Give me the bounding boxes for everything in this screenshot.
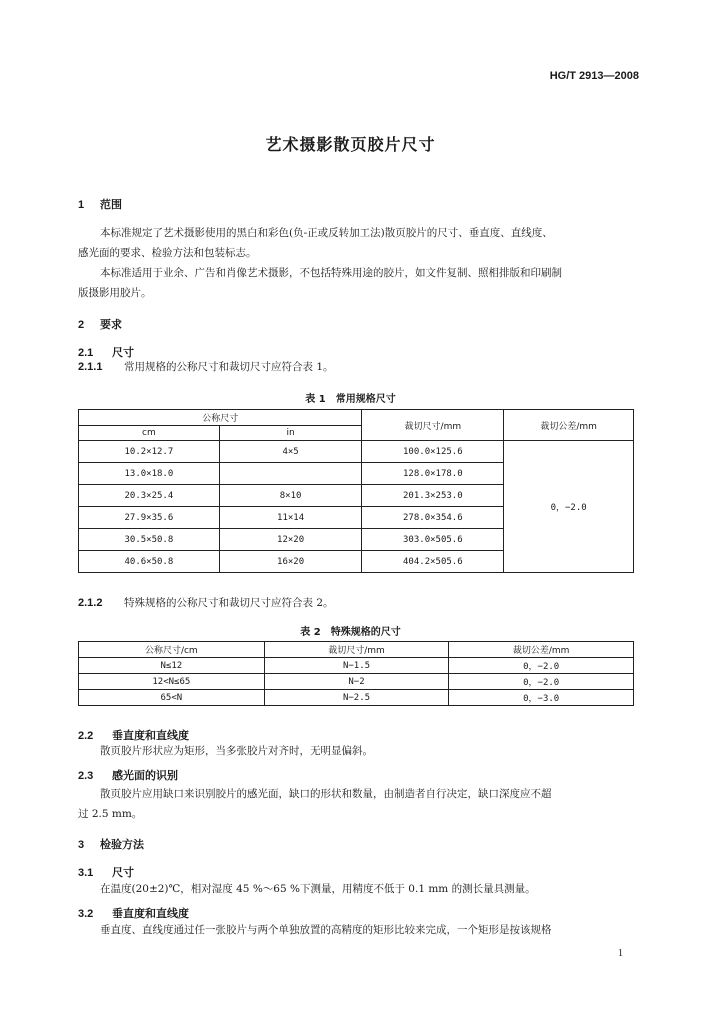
text-line: 过 2.5 mm。 xyxy=(78,808,143,820)
section-number: 3.1 xyxy=(78,867,94,879)
cell-cm: 20.3×25.4 xyxy=(79,485,220,507)
cell-in: 8×10 xyxy=(219,485,362,507)
cell-cut: N−2 xyxy=(264,674,449,690)
section-3-1-heading xyxy=(78,864,134,880)
section-title: 范围 xyxy=(100,198,122,211)
table-2-caption: 表 2 特殊规格的尺寸 xyxy=(300,627,401,638)
section-3-heading xyxy=(78,836,144,852)
cell-cut: N−1.5 xyxy=(264,658,449,674)
section-2-heading xyxy=(78,316,122,332)
cell-mm: 404.2×505.6 xyxy=(362,551,504,573)
cell-nominal: 12<N≤65 xyxy=(79,674,265,690)
cell-in: 11×14 xyxy=(219,507,362,529)
cell-cm: 40.6×50.8 xyxy=(79,551,220,573)
header-cm: cm xyxy=(79,426,220,441)
section-title: 检验方法 xyxy=(100,838,144,851)
cell-in: 4×5 xyxy=(219,441,362,463)
section-text: 特殊规格的公称尺寸和裁切尺寸应符合表 2。 xyxy=(124,597,334,609)
cell-cut: N−2.5 xyxy=(264,690,449,706)
section-number: 2 xyxy=(78,319,85,331)
section-number: 2.1.2 xyxy=(78,597,103,609)
section-text: 常用规格的公称尺寸和裁切尺寸应符合表 1。 xyxy=(124,361,334,373)
section-2-3-heading xyxy=(78,767,178,783)
cell-in xyxy=(219,463,362,485)
table-1-caption: 表 1 常用规格尺寸 xyxy=(305,394,396,405)
section-title: 感光面的识别 xyxy=(112,769,178,782)
section-number: 2.2 xyxy=(78,730,94,742)
section-number: 1 xyxy=(78,199,85,211)
text-line: 感光面的要求、检验方法和包装标志。 xyxy=(78,247,257,259)
section-number: 2.1 xyxy=(78,347,94,359)
section-title: 垂直度和直线度 xyxy=(112,907,189,920)
section-3-2-text xyxy=(78,920,552,940)
cell-mm: 201.3×253.0 xyxy=(362,485,504,507)
text-line: 本标准规定了艺术摄影使用的黑白和彩色(负-正或反转加工法)散页胶片的尺寸、垂直度、直线度、 xyxy=(100,227,553,239)
header-cut-size: 裁切尺寸/mm xyxy=(362,410,504,441)
text-line: 版摄影用胶片。 xyxy=(78,287,152,299)
cell-tolerance: 0，−2.0 xyxy=(504,441,634,573)
header-nominal: 公称尺寸 xyxy=(79,410,362,426)
cell-tolerance: 0，−2.0 xyxy=(449,674,634,690)
section-title: 要求 xyxy=(100,318,122,331)
cell-mm: 303.0×505.6 xyxy=(362,529,504,551)
table-1 xyxy=(78,409,634,573)
text-line: 垂直度、直线度通过任一张胶片与两个单独放置的高精度的矩形比较来完成，一个矩形是按该规格 xyxy=(100,924,552,936)
header-nominal: 公称尺寸/cm xyxy=(79,642,265,658)
table-row xyxy=(79,674,634,690)
cell-mm: 278.0×354.6 xyxy=(362,507,504,529)
table-row xyxy=(79,441,634,463)
section-title: 尺寸 xyxy=(112,346,134,359)
header-tolerance: 裁切公差/mm xyxy=(449,642,634,658)
section-2-1-1 xyxy=(78,359,334,375)
cell-in: 12×20 xyxy=(219,529,362,551)
section-3-1-text xyxy=(78,879,536,899)
section-number: 2.1.1 xyxy=(78,361,103,373)
header-cut-size: 裁切尺寸/mm xyxy=(264,642,449,658)
section-3-2-heading xyxy=(78,905,189,921)
cell-mm: 128.0×178.0 xyxy=(362,463,504,485)
cell-cm: 10.2×12.7 xyxy=(79,441,220,463)
header-tolerance: 裁切公差/mm xyxy=(504,410,634,441)
section-2-3-text xyxy=(78,784,552,824)
section-title: 垂直度和直线度 xyxy=(112,729,189,742)
cell-cm: 30.5×50.8 xyxy=(79,529,220,551)
section-2-2-text xyxy=(78,741,373,761)
cell-cm: 13.0×18.0 xyxy=(79,463,220,485)
document-title: 艺术摄影散页胶片尺寸 xyxy=(265,135,436,154)
cell-mm: 100.0×125.6 xyxy=(362,441,504,463)
cell-tolerance: 0，−2.0 xyxy=(449,658,634,674)
section-number: 2.3 xyxy=(78,770,94,782)
page-number: 1 xyxy=(618,948,623,959)
text-line: 散页胶片形状应为矩形，当多张胶片对齐时，无明显偏斜。 xyxy=(100,745,373,757)
standard-code: HG/T 2913—2008 xyxy=(549,70,639,82)
cell-nominal: N≤12 xyxy=(79,658,265,674)
header-in: in xyxy=(219,426,362,441)
cell-tolerance: 0，−3.0 xyxy=(449,690,634,706)
cell-in: 16×20 xyxy=(219,551,362,573)
paragraph-scope-1 xyxy=(78,223,553,263)
cell-nominal: 65<N xyxy=(79,690,265,706)
section-2-1-heading xyxy=(78,344,134,360)
section-number: 3 xyxy=(78,839,85,851)
section-number: 3.2 xyxy=(78,908,94,920)
table-row xyxy=(79,658,634,674)
table-row xyxy=(79,690,634,706)
section-2-1-2 xyxy=(78,595,334,611)
text-line: 在温度(20±2)℃，相对湿度 45 %～65 %下测量，用精度不低于 0.1 mm 的测长量具测量。 xyxy=(100,883,536,895)
paragraph-scope-2 xyxy=(78,263,562,303)
cell-cm: 27.9×35.6 xyxy=(79,507,220,529)
table-2 xyxy=(78,641,634,706)
section-1-heading xyxy=(78,196,122,212)
text-line: 本标准适用于业余、广告和肖像艺术摄影，不包括特殊用途的胶片，如文件复制、照相排版和印刷制 xyxy=(100,267,562,279)
section-title: 尺寸 xyxy=(112,866,134,879)
text-line: 散页胶片应用缺口来识别胶片的感光面，缺口的形状和数量，由制造者自行决定，缺口深度应不超 xyxy=(100,788,552,800)
